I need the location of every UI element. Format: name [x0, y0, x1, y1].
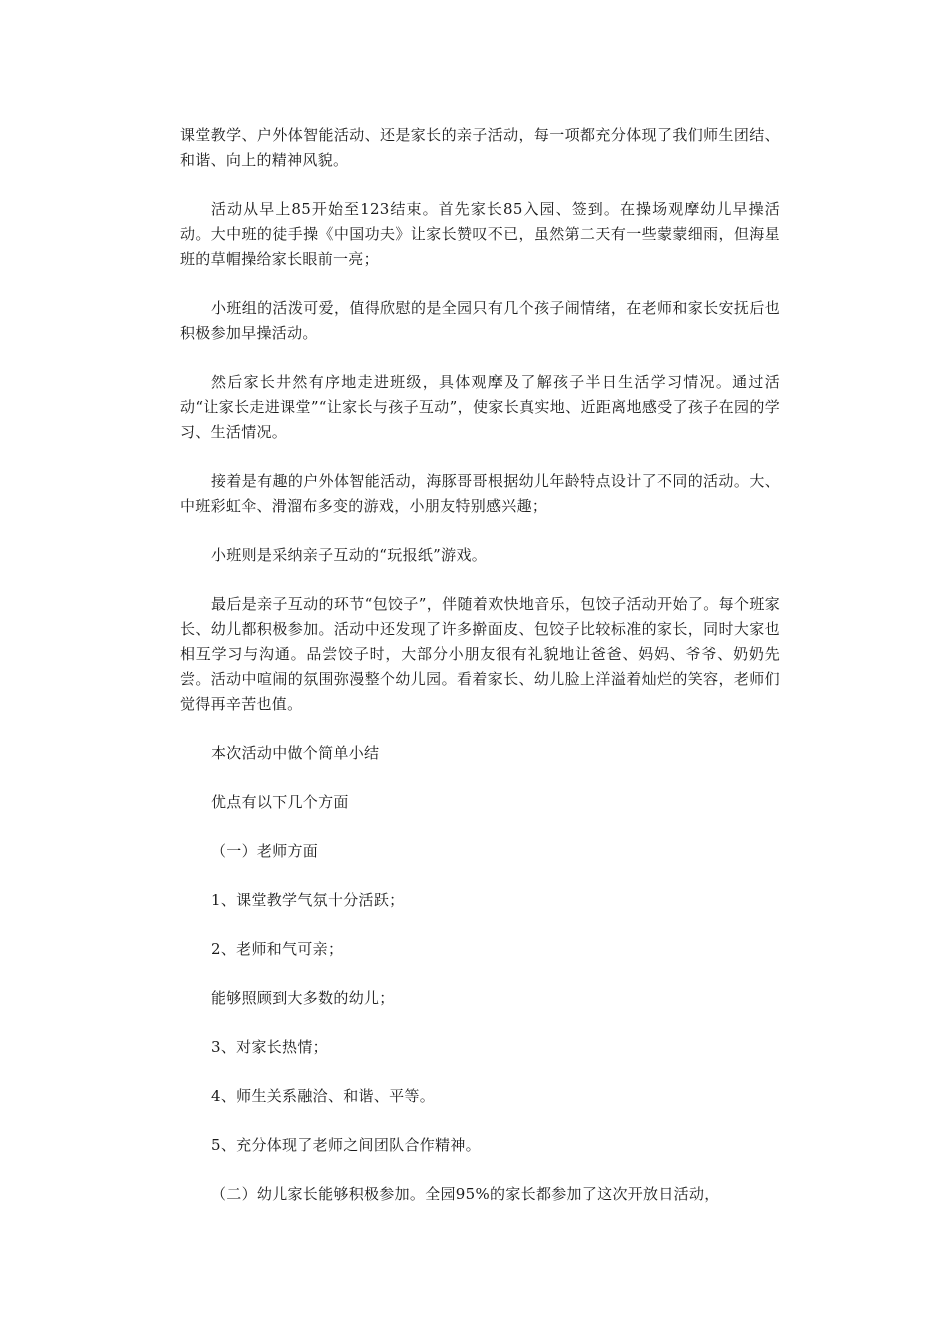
list-item-4: 4、师生关系融洽、和谐、平等。: [211, 1087, 436, 1105]
paragraph-classroom-observation: 然后家长井然有序地走进班级，具体观摩及了解孩子半日生活学习情况。通过活动“让家长走进课堂”“让家长与孩子互动”，使家长真实地、近距离地感受了孩子在园的学习、生活情况。: [180, 373, 780, 441]
list-item-3: 3、对家长热情；: [211, 1038, 328, 1056]
list-item-5: 5、充分体现了老师之间团队合作精神。: [211, 1136, 481, 1154]
document-page: [180, 123, 780, 1231]
section-heading-parents: （二）幼儿家长能够积极参加。全园95%的家长都参加了这次开放日活动，: [211, 1185, 720, 1203]
list-item-2: 2、老师和气可亲；: [211, 940, 344, 958]
paragraph-intro-continuation: 课堂教学、户外体智能活动、还是家长的亲子活动，每一项都充分体现了我们师生团结、和谐、向上的精神风貌。: [180, 126, 780, 169]
list-item-1: 1、课堂教学气氛十分活跃；: [211, 891, 405, 909]
paragraph-activity-schedule: 活动从早上85开始至123结束。首先家长85入园、签到。在操场观摩幼儿早操活动。大中班的徒手操《中国功夫》让家长赞叹不已，虽然第二天有一些蒙蒙细雨，但海星班的草帽操给家长眼前一亮；: [180, 200, 780, 268]
list-item-2-continuation: 能够照顾到大多数的幼儿；: [211, 989, 395, 1007]
paragraph-newspaper-game: 小班则是采纳亲子互动的“玩报纸”游戏。: [211, 546, 488, 564]
paragraph-outdoor-activity: 接着是有趣的户外体智能活动，海豚哥哥根据幼儿年龄特点设计了不同的活动。大、中班彩虹伞、滑溜布多变的游戏，小朋友特别感兴趣；: [180, 472, 780, 515]
paragraph-advantages-heading: 优点有以下几个方面: [211, 793, 349, 811]
section-heading-teachers: （一）老师方面: [211, 842, 319, 860]
paragraph-summary-heading: 本次活动中做个简单小结: [211, 744, 380, 762]
paragraph-dumplings: 最后是亲子互动的环节“包饺子”，伴随着欢快地音乐，包饺子活动开始了。每个班家长、幼儿都积极参加。活动中还发现了许多擀面皮、包饺子比较标准的家长，同时大家也相互学习与沟通。品尝饺子时，大部分小朋友很有礼貌地让爸爸、妈妈、爷爷、奶奶先尝。活动中喧闹的氛围弥漫整个幼儿园。看着家长、幼儿脸上洋溢着灿烂的笑容，老师们觉得再辛苦也值。: [180, 595, 780, 713]
paragraph-small-class: 小班组的活泼可爱，值得欣慰的是全园只有几个孩子闹情绪，在老师和家长安抚后也积极参加早操活动。: [180, 299, 780, 342]
